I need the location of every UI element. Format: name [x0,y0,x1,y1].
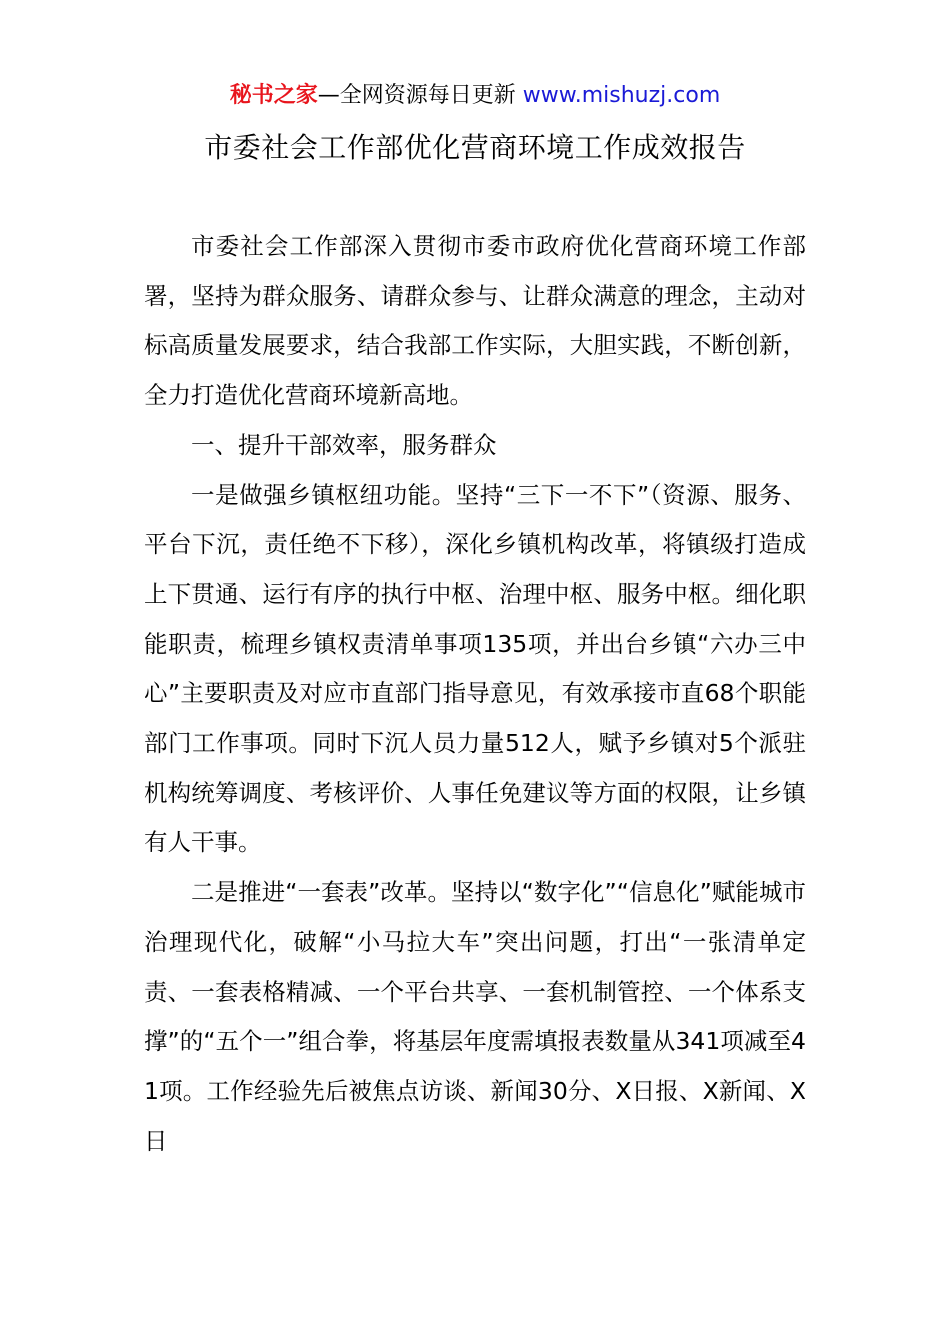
brand-name: 秘书之家 [229,83,318,108]
body-paragraph: 二是推进“一套表”改革。坚持以“数字化”“信息化”赋能城市治理现代化，破解“小马拉大车”突出问题，打出“一张清单定责、一套表格精减、一个平台共享、一套机制管控、一个体系支撑”的“五个一”组合拳，将基层年度需填报表数量从341项减至41项。工作经验先后被焦点访谈、新闻30分、X日报、X新闻、X日 [144,878,806,1155]
intro-paragraph: 市委社会工作部深入贯彻市委市政府优化营商环境工作部署，坚持为群众服务、请群众参与、让群众满意的理念，主动对标高质量发展要求，结合我部工作实际，大胆实践，不断创新，全力打造优化营商环境新高地。 [144,232,806,410]
site-url-link[interactable]: www.mishuzj.com [522,83,721,108]
body-paragraph: 一是做强乡镇枢纽功能。坚持“三下一不下”（资源、服务、平台下沉，责任绝不下移），深化乡镇机构改革，将镇级打造成上下贯通、运行有序的执行中枢、治理中枢、服务中枢。细化职能职责，梳理乡镇权责清单事项135项，并出台乡镇“六办三中心”主要职责及对应市直部门指导意见，有效承接市直68个职能部门工作事项。同时下沉人员力量512人，赋予乡镇对5个派驻机构统筹调度、考核评价、人事任免建议等方面的权限，让乡镇有人干事。 [144,480,806,857]
document-title: 市委社会工作部优化营商环境工作成效报告 [204,131,746,164]
section-heading: 一、提升干部效率，服务群众 [191,430,497,459]
header-tagline: —全网资源每日更新 [317,83,523,108]
document-body [144,222,806,1166]
site-header [0,80,950,112]
